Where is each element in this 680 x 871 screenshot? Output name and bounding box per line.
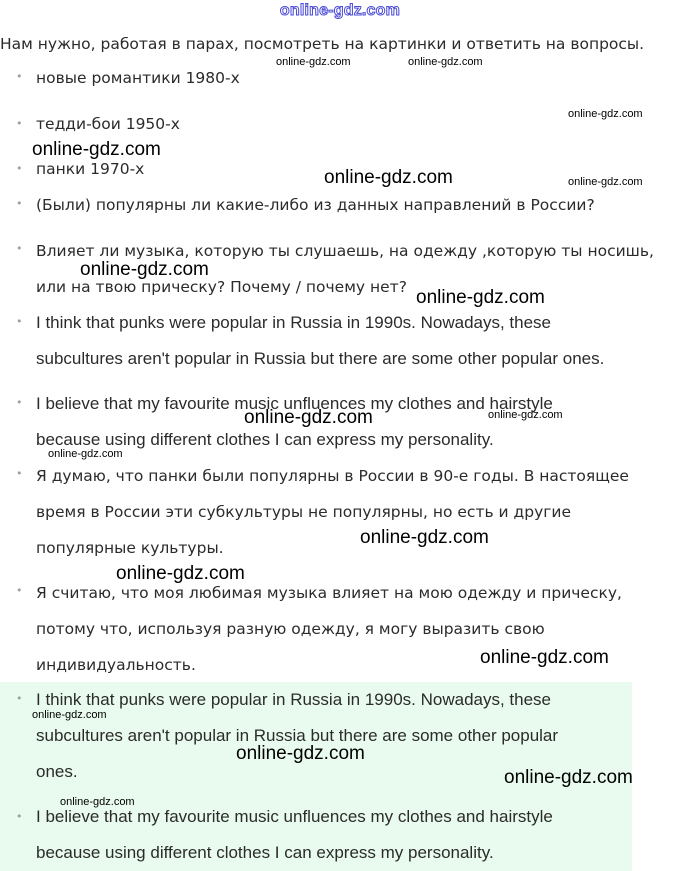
item-line: I believe that my favourite music unfluences my clothes and hairstyle [36, 394, 553, 413]
watermark: online-gdz.com [32, 139, 161, 160]
site-logo: online-gdz.com [279, 2, 401, 19]
list-item [36, 465, 666, 559]
bullet-icon: • [16, 396, 23, 409]
item-line: популярные культуры. [36, 539, 224, 557]
list-item [36, 196, 666, 214]
bullet-icon: • [16, 315, 23, 328]
bullet-icon: • [16, 242, 23, 255]
item-line: subcultures aren't popular in Russia but there are some other popular [36, 726, 559, 745]
item-line: (Были) популярны ли какие-либо из данных направлений в России? [36, 196, 595, 214]
watermark: online-gdz.com [488, 409, 563, 421]
item-line: тедди-бои 1950-х [36, 115, 180, 133]
watermark: online-gdz.com [568, 176, 643, 188]
bullet-icon: • [16, 197, 23, 210]
item-line: because using different clothes I can express my personality. [36, 430, 494, 449]
watermark: online-gdz.com [48, 448, 123, 460]
watermark: online-gdz.com [80, 259, 209, 280]
item-line: время в России эти субкультуры не популярны, но есть и другие [36, 503, 572, 521]
bullet-icon: • [16, 584, 23, 597]
item-line: новые романтики 1980-х [36, 69, 240, 87]
item-line: subcultures aren't popular in Russia but there are some other popular ones. [36, 349, 605, 368]
item-line: I think that punks were popular in Russia in 1990s. Nowadays, these [36, 690, 552, 709]
item-line: панки 1970-х [36, 160, 145, 178]
bullet-icon: • [16, 810, 23, 823]
watermark: online-gdz.com [408, 56, 483, 68]
item-line: Влияет ли музыка, которую ты слушаешь, на одежду ,которую ты носишь, [36, 242, 654, 260]
watermark: online-gdz.com [236, 743, 365, 764]
item-line: I think that punks were popular in Russia in 1990s. Nowadays, these [36, 313, 552, 332]
watermark: online-gdz.com [60, 796, 135, 808]
watermark: online-gdz.com [416, 287, 545, 308]
bullet-icon: • [16, 70, 23, 83]
bullet-icon: • [16, 162, 23, 175]
item-line: because using different clothes I can express my personality. [36, 843, 494, 862]
watermark: online-gdz.com [568, 108, 643, 120]
list-item [36, 312, 666, 370]
watermark: online-gdz.com [116, 563, 245, 584]
item-line: I believe that my favourite music unfluences my clothes and hairstyle [36, 807, 553, 826]
item-line: Я считаю, что моя любимая музыка влияет на мою одежду и прическу, [36, 584, 622, 602]
item-line: потому что, используя разную одежду, я могу выразить свою [36, 620, 545, 638]
list-item [36, 806, 666, 864]
item-line: Я думаю, что панки были популярны в России в 90-е годы. В настоящее [36, 467, 629, 485]
bullet-icon: • [16, 117, 23, 130]
intro-text: Нам нужно, работая в парах, посмотреть на картинки и ответить на вопросы. [0, 35, 645, 53]
list-item [36, 69, 666, 87]
watermark: online-gdz.com [480, 647, 609, 668]
watermark: online-gdz.com [360, 527, 489, 548]
watermark: online-gdz.com [324, 167, 453, 188]
watermark: online-gdz.com [504, 767, 633, 788]
item-line: индивидуальность. [36, 656, 196, 674]
bullet-icon: • [16, 692, 23, 705]
watermark: online-gdz.com [276, 56, 351, 68]
watermark: online-gdz.com [244, 407, 373, 428]
bullet-icon: • [16, 467, 23, 480]
watermark: online-gdz.com [32, 709, 107, 721]
item-line: или на твою прическу? Почему / почему нет? [36, 278, 407, 296]
item-line: ones. [36, 762, 78, 781]
